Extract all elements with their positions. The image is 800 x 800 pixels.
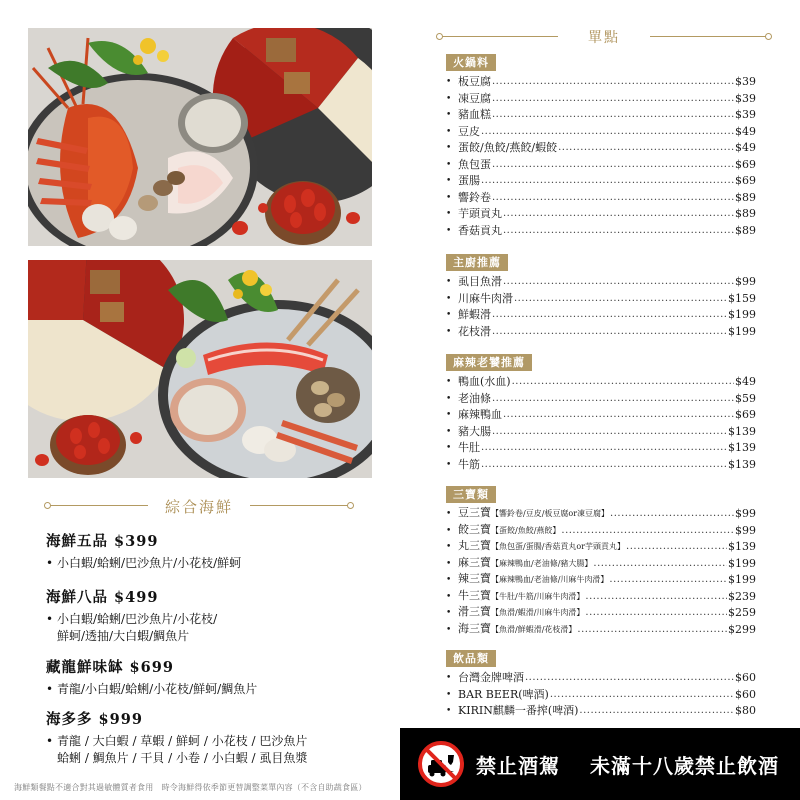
menu-item: • 花枝滑 ..... $199 xyxy=(446,324,756,341)
category-label-drinks: 飲品類 xyxy=(446,650,496,667)
combo-item xyxy=(46,530,366,572)
menu-item: • 香菇貢丸 ..... $89 xyxy=(446,223,756,240)
item-price: $299 xyxy=(728,622,756,636)
item-contents: 【牛肚/牛筋/川麻牛肉滑】 xyxy=(491,591,585,601)
combo-name: 海鮮五品 $399 xyxy=(46,533,159,550)
item-name-main: 丸三寶 xyxy=(458,539,491,552)
item-contents: 【魚滑/鮮蝦滑/花枝滑】 xyxy=(491,624,577,634)
item-name: 響鈴卷 xyxy=(458,190,491,204)
item-price: $199 xyxy=(728,308,756,321)
item-contents: 【麻辣鴨血/老油條/豬大腸】 xyxy=(491,558,593,568)
item-name xyxy=(458,588,584,606)
menu-item: • 老油條 ..... $59 xyxy=(446,391,756,408)
menu-item: • 響鈴卷 ..... $89 xyxy=(446,190,756,207)
item-price: $69 xyxy=(735,174,756,187)
item-name-main: 海三寶 xyxy=(458,621,491,635)
menu-item: • 蛋餃/魚餃/燕餃/蝦餃 ..... $49 xyxy=(446,140,756,157)
no-drunk-driving-banner xyxy=(400,728,800,800)
item-name: 川麻牛肉滑 xyxy=(458,291,513,305)
item-price: $259 xyxy=(728,606,756,619)
item-name: 牛筋 xyxy=(458,457,480,471)
menu-item: • 丸三寶【魚包蛋/蛋腸/香菇貢丸or芋頭貢丸】 ..... $139 xyxy=(446,539,756,556)
menu-item: • 牛三寶【牛肚/牛筋/川麻牛肉滑】 ..... $239 xyxy=(446,589,756,606)
item-price: $159 xyxy=(728,291,756,305)
item-price: $99 xyxy=(735,507,756,520)
item-price: $139 xyxy=(728,540,756,553)
item-price: $49 xyxy=(735,141,756,154)
section-title-text: 單點 xyxy=(588,30,620,46)
menu-item: • 豬大腸 ..... $139 xyxy=(446,424,756,441)
item-price: $69 xyxy=(735,408,756,421)
combo-item xyxy=(46,586,366,645)
combo-name: 藏龍鮮味缽 $699 xyxy=(46,659,174,676)
no-drunk-driving-icon xyxy=(418,741,464,787)
combo-line: 小白蝦/蛤蜊/巴沙魚片/小花枝/鮮蚵 xyxy=(57,556,242,570)
menu-item: • 麻辣鴨血 ..... $69 xyxy=(446,407,756,424)
item-name xyxy=(458,604,584,622)
combo-name: 海鮮八品 $499 xyxy=(46,589,159,606)
item-name-main: 滑三寶 xyxy=(458,605,491,618)
item-price: $59 xyxy=(735,391,756,405)
item-price: $89 xyxy=(735,207,756,220)
section-title-a-la-carte xyxy=(436,26,772,48)
item-name: KIRIN麒麟一番搾(啤酒) xyxy=(458,704,579,717)
item-name: 豬血糕 xyxy=(458,108,491,121)
category-label-chef-recommend: 主廚推薦 xyxy=(446,254,508,271)
combo-line: 鮮蚵/透抽/大白蝦/鯛魚片 xyxy=(57,629,190,643)
menu-item: • 麻三寶【麻辣鴨血/老油條/豬大腸】 ..... $199 xyxy=(446,556,756,573)
item-price: $99 xyxy=(735,523,756,537)
item-name: 豆皮 xyxy=(458,124,480,138)
menu-item: • KIRIN麒麟一番搾(啤酒) ..... $80 xyxy=(446,703,756,720)
combo-name: 海多多 $999 xyxy=(46,711,143,728)
menu-list-chef-recommend xyxy=(446,274,756,340)
item-name: 花枝滑 xyxy=(458,324,491,338)
menu-list-trio-sets xyxy=(446,506,756,638)
menu-list-drinks xyxy=(446,670,756,720)
item-price: $89 xyxy=(735,223,756,237)
menu-item: • 虱目魚滑 ..... $99 xyxy=(446,274,756,291)
item-name: 板豆腐 xyxy=(458,75,491,88)
item-name xyxy=(458,505,609,523)
item-name-main: 豆三寶 xyxy=(458,506,491,519)
item-name: 台灣金牌啤酒 xyxy=(458,671,524,684)
item-price: $199 xyxy=(728,573,756,586)
menu-item: • 蛋腸 ..... $69 xyxy=(446,173,756,190)
banner-text-no-drunk-driving: 禁止酒駕 xyxy=(476,754,560,778)
item-name: 蛋腸 xyxy=(458,174,480,187)
item-name xyxy=(458,538,625,556)
banner-text-age-limit: 未滿十八歲禁止飲酒 xyxy=(590,754,779,778)
menu-item: • 芋頭貢丸 ..... $89 xyxy=(446,206,756,223)
combo-line: 小白蝦/蛤蜊/巴沙魚片/小花枝/ xyxy=(57,612,218,626)
menu-list-spicy-recommend xyxy=(446,374,756,473)
right-panel xyxy=(400,0,800,800)
menu-item: • 辣三寶【麻辣鴨血/老油條/川麻牛肉滑】 ..... $199 xyxy=(446,572,756,589)
section-title-text: 綜合海鮮 xyxy=(164,498,233,516)
combo-item xyxy=(46,656,366,698)
item-name xyxy=(458,555,592,573)
item-name: 麻辣鴨血 xyxy=(458,408,502,421)
category-label-hotpot-ingredients: 火鍋料 xyxy=(446,54,496,71)
menu-item: • 板豆腐 ..... $39 xyxy=(446,74,756,91)
menu-item: • 鴨血(水血) ..... $49 xyxy=(446,374,756,391)
item-price: $49 xyxy=(735,124,756,138)
item-name: 芋頭貢丸 xyxy=(458,207,502,220)
combo-contents: • 小白蝦/蛤蜊/巴沙魚片/小花枝/鮮蚵 xyxy=(46,556,242,570)
section-title-seafood xyxy=(44,494,354,518)
combo-contents: • 小白蝦/蛤蜊/巴沙魚片/小花枝/ 鮮蚵/透抽/大白蝦/鯛魚片 xyxy=(46,611,366,645)
combo-line: 青龍/小白蝦/蛤蜊/小花枝/鮮蚵/鯛魚片 xyxy=(57,682,258,696)
category-label-trio-sets: 三寶類 xyxy=(446,486,496,503)
menu-list-hotpot-ingredients xyxy=(446,74,756,239)
item-price: $139 xyxy=(728,441,756,454)
item-name-main: 餃三寶 xyxy=(458,522,491,536)
menu-item: • 鮮蝦滑 ..... $199 xyxy=(446,307,756,324)
item-name: 豬大腸 xyxy=(458,424,491,438)
menu-item: • 魚包蛋 ..... $69 xyxy=(446,157,756,174)
item-price: $80 xyxy=(735,704,756,717)
menu-item: • 海三寶【魚滑/鮮蝦滑/花枝滑】 ..... $299 xyxy=(446,622,756,639)
menu-item: • 餃三寶【蛋餃/魚餃/燕餃】 ..... $99 xyxy=(446,523,756,540)
combo-line: 蛤蜊 / 鯛魚片 / 干貝 / 小卷 / 小白蝦 / 虱目魚漿 xyxy=(57,751,308,765)
menu-item: • BAR BEER(啤酒) ..... $60 xyxy=(446,687,756,704)
item-price: $199 xyxy=(728,556,756,570)
item-price: $60 xyxy=(735,671,756,684)
item-name-main: 麻三寶 xyxy=(458,555,491,569)
item-price: $139 xyxy=(728,424,756,438)
item-price: $139 xyxy=(728,457,756,471)
hotpot-photo-top xyxy=(28,28,372,246)
allergy-footnote: 海鮮類餐點不適合對其過敏體質者食用 時令海鮮得依季節更替調整菜單內容（不含自助蔬食區） xyxy=(14,783,367,792)
item-price: $60 xyxy=(735,687,756,701)
item-price: $99 xyxy=(735,275,756,288)
item-name-main: 辣三寶 xyxy=(458,572,491,585)
seafood-platter-photo xyxy=(28,260,372,478)
item-name: 鮮蝦滑 xyxy=(458,308,491,321)
item-contents: 【魚滑/蝦滑/川麻牛肉滑】 xyxy=(491,608,585,617)
item-name: 牛肚 xyxy=(458,441,480,454)
menu-item: • 川麻牛肉滑 ..... $159 xyxy=(446,291,756,308)
combo-contents: • 青龍/小白蝦/蛤蜊/小花枝/鮮蚵/鯛魚片 xyxy=(46,682,258,696)
menu-item: • 凍豆腐 ..... $39 xyxy=(446,91,756,108)
menu-item: • 豆三寶【響鈴卷/豆皮/板豆腐or凍豆腐】 ..... $99 xyxy=(446,506,756,523)
item-name: 魚包蛋 xyxy=(458,157,491,171)
item-contents: 【響鈴卷/豆皮/板豆腐or凍豆腐】 xyxy=(491,509,610,518)
item-price: $89 xyxy=(735,190,756,204)
item-price: $39 xyxy=(735,108,756,121)
menu-item: • 台灣金牌啤酒 ..... $60 xyxy=(446,670,756,687)
item-name: 香菇貢丸 xyxy=(458,223,502,237)
menu-item: • 牛肚 ..... $139 xyxy=(446,440,756,457)
item-contents: 【麻辣鴨血/老油條/川麻牛肉滑】 xyxy=(491,575,609,584)
item-name xyxy=(458,522,560,540)
menu-item: • 滑三寶【魚滑/蝦滑/川麻牛肉滑】 ..... $259 xyxy=(446,605,756,622)
item-name: 鴨血(水血) xyxy=(458,375,511,388)
menu-item: • 牛筋 ..... $139 xyxy=(446,457,756,474)
item-name: 蛋餃/魚餃/燕餃/蝦餃 xyxy=(458,141,558,154)
item-name: 老油條 xyxy=(458,391,491,405)
menu-item: • 豬血糕 ..... $39 xyxy=(446,107,756,124)
item-price: $39 xyxy=(735,75,756,88)
item-price: $49 xyxy=(735,375,756,388)
item-price: $39 xyxy=(735,91,756,105)
item-name: BAR BEER(啤酒) xyxy=(458,687,549,701)
combo-line: 青龍 / 大白蝦 / 草蝦 / 鮮蚵 / 小花枝 / 巴沙魚片 xyxy=(57,734,308,748)
item-name: 虱目魚滑 xyxy=(458,275,502,288)
item-name: 凍豆腐 xyxy=(458,91,491,105)
item-price: $69 xyxy=(735,157,756,171)
item-price: $199 xyxy=(728,324,756,338)
combo-item xyxy=(46,708,366,767)
category-label-spicy-recommend: 麻辣老饕推薦 xyxy=(446,354,532,371)
item-price: $239 xyxy=(728,589,756,603)
item-name xyxy=(458,621,576,639)
item-contents: 【蛋餃/魚餃/燕餃】 xyxy=(491,525,561,535)
menu-item: • 豆皮 ..... $49 xyxy=(446,124,756,141)
item-name-main: 牛三寶 xyxy=(458,588,491,602)
item-contents: 【魚包蛋/蛋腸/香菇貢丸or芋頭貢丸】 xyxy=(491,542,626,551)
combo-contents: • 青龍 / 大白蝦 / 草蝦 / 鮮蚵 / 小花枝 / 巴沙魚片 蛤蜊 / 鯛魚片 / 干貝 / 小卷 / 小白蝦 / 虱目魚漿 xyxy=(46,733,366,767)
item-name xyxy=(458,571,608,589)
